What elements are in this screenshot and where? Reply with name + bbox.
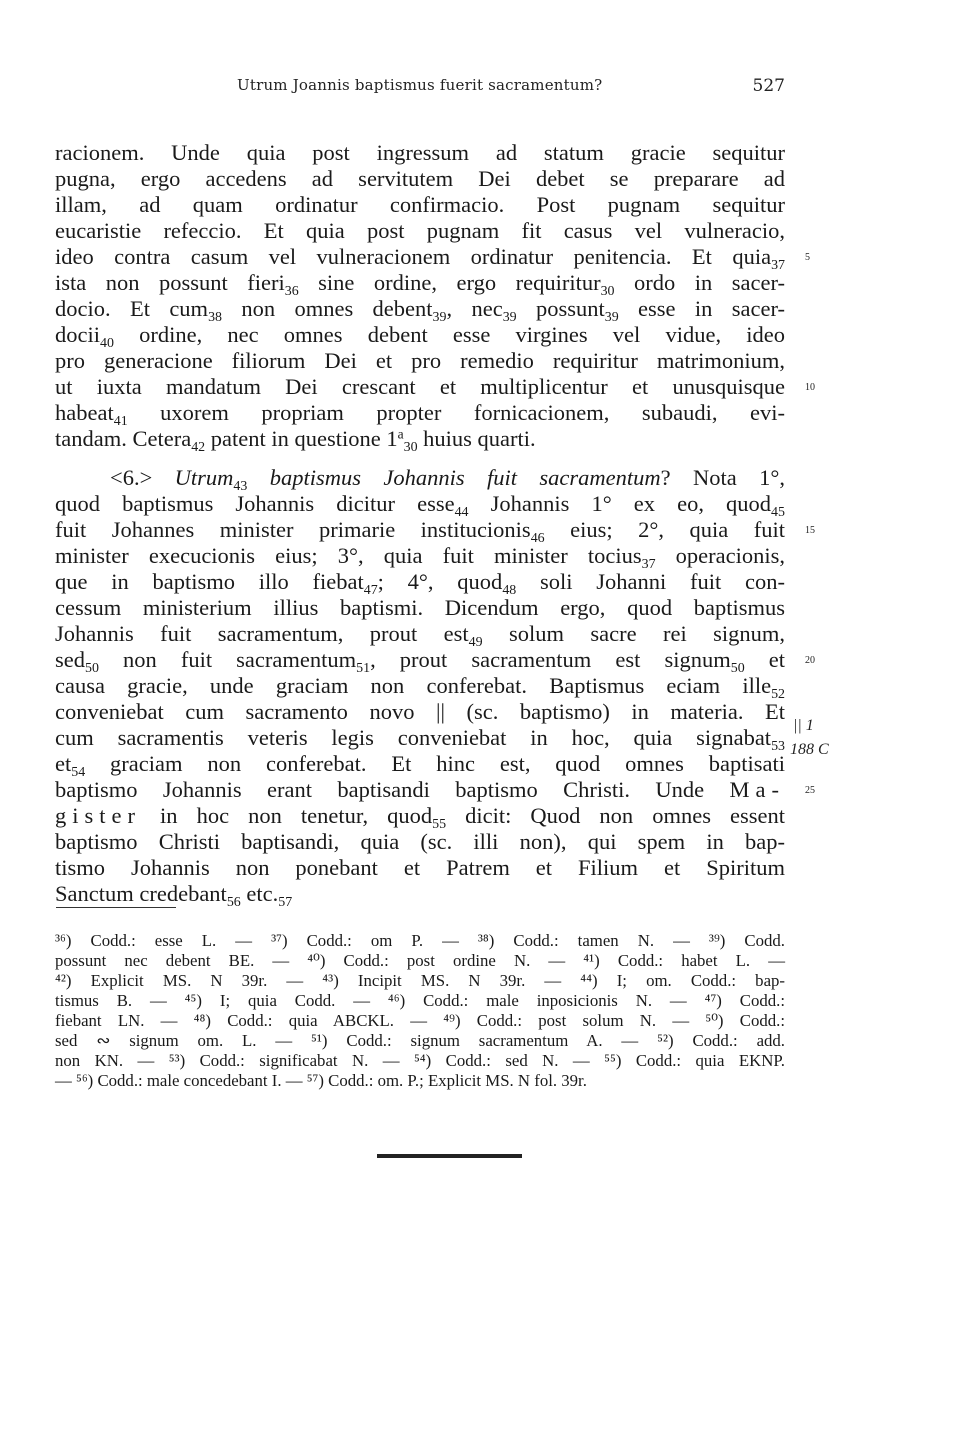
- text-line: habeat$_{41}$ uxorem propriam propter fornicacionem, subaudi, evi-: [55, 400, 785, 429]
- section-heading-line: <6.> Utrum$_{43}$ baptismus Johannis fuit sacramentum? Nota 1°,: [110, 465, 785, 494]
- running-header: [55, 76, 785, 102]
- text-line: $et_{54}$ graciam non conferebat. Et hinc est, quod omnes baptisati: [55, 751, 785, 780]
- text-line: baptismo Christi baptisandi, quia (sc. illi non), qui spem in bap-: [55, 829, 785, 854]
- text-line: conveniebat cum sacramento novo || (sc. baptismo) in materia. Et: [55, 699, 785, 724]
- text-line: ideo contra casum vel vulneracionem ordinatur penitencia. Et quia$_{37}$: [55, 244, 785, 273]
- footnote-line: tismus B. — ⁴⁵) I; quia Codd. — ⁴⁶) Codd.: male inposicionis N. — ⁴⁷) Codd.:: [55, 991, 785, 1010]
- text-line: docio. Et cum$_{38}$ non omnes debent$_{39}$, nec$_{39}$ possunt$_{39}$ esse in sacer-: [55, 296, 785, 325]
- text-line: eucaristie refeccio. Et quia post pugnam fit casus vel vulneracio,: [55, 218, 785, 243]
- line-number: 25: [805, 785, 815, 796]
- text-line: baptismo Johannis erant baptisandi baptismo Christi. Unde Ma-: [55, 777, 785, 802]
- footnote-line: fiebant LN. — ⁴⁸) Codd.: quia ABCKL. — ⁴⁹) Codd.: post solum N. — ⁵⁰) Codd.:: [55, 1011, 785, 1030]
- text-line: Johannis fuit sacramentum, prout est$_{49}$ solum sacre rei signum,: [55, 621, 785, 650]
- footnote-line: non KN. — ⁵³) Codd.: significabat N. — ⁵⁴) Codd.: sed N. — ⁵⁵) Codd.: quia EKNP.: [55, 1051, 785, 1070]
- text-line: causa gracie, unde graciam non conferebat. Baptismus eciam ille$_{52}$: [55, 673, 785, 702]
- text-line: gister in hoc non tenetur, quod$_{55}$ dicit: Quod non omnes essent: [55, 803, 785, 832]
- text-line: fuit Johannes minister primarie institucionis$_{46}$ eius; 2°, quia fuit: [55, 517, 785, 546]
- running-title: Utrum Joannis baptismus fuerit sacramentum?: [237, 76, 603, 94]
- text-line: ista non possunt fieri$_{36}$ sine ordine, ergo requiritur$_{30}$ ordo in sacer-: [55, 270, 785, 299]
- section-end-bar: [377, 1154, 522, 1158]
- footnote-rule: [56, 907, 176, 908]
- page-number: 527: [752, 76, 785, 96]
- text-line: pro generacione filiorum Dei et pro remedio requiritur matrimonium,: [55, 348, 785, 373]
- footnote-line: possunt nec debent BE. — ⁴⁰) Codd.: post ordine N. — ⁴¹) Codd.: habet L. —: [55, 951, 785, 970]
- text-line: racionem. Unde quia post ingressum ad statum gracie sequitur: [55, 140, 785, 165]
- line-number: 20: [805, 655, 815, 666]
- text-line: tismo Johannis non ponebant et Patrem et Filium et Spiritum: [55, 855, 785, 880]
- section-title: Utrum: [174, 465, 234, 490]
- text-line: Sanctum credebant$_{56}$ $etc._{57}$: [55, 881, 293, 910]
- footnote-line: ³⁶) Codd.: esse L. — ³⁷) Codd.: om P. — ³⁸) Codd.: tamen N. — ³⁹) Codd.: [55, 931, 785, 950]
- line-number: 5: [805, 252, 810, 263]
- footnote-line: ⁴²) Explicit MS. N 39r. — ⁴³) Incipit MS. N 39r. — ⁴⁴) I; om. Codd.: bap-: [55, 971, 785, 990]
- text-line: docii$_{40}$ ordine, nec omnes debent esse virgines vel vidue, ideo: [55, 322, 785, 351]
- footnote-line: — ⁵⁶) Codd.: male concedebant I. — ⁵⁷) Codd.: om. P.; Explicit MS. N fol. 39r.: [55, 1071, 587, 1090]
- line-number: 15: [805, 525, 815, 536]
- text-line: quod baptismus Johannis dicitur esse$_{44}$ Johannis 1° ex eo, quod$_{45}$: [55, 491, 785, 520]
- text-line: pugna, ergo accedens ad servitutem Dei debet se preparare ad: [55, 166, 785, 191]
- margin-folio-note: 188 C: [790, 741, 829, 758]
- line-number: 10: [805, 382, 815, 393]
- margin-folio-marker: || 1: [793, 717, 814, 734]
- text-line: minister execucionis eius; 3°, quia fuit minister tocius$_{37}$ operacionis,: [55, 543, 785, 572]
- text-line: ut iuxta mandatum Dei crescant et multiplicentur et unusquisque: [55, 374, 785, 399]
- text-line: cum sacramentis veteris legis conveniebat in hoc, quia signabat$_{53}$: [55, 725, 785, 754]
- footnote-line: sed ∾ signum om. L. — ⁵¹) Codd.: signum sacramentum A. — ⁵²) Codd.: add.: [55, 1031, 785, 1050]
- text-line: tandam. Cetera$_{42}$ patent in questione $1^a_{30}$ huius quarti.: [55, 426, 536, 455]
- text-line: cessum ministerium illius baptismi. Dicendum ergo, quod baptismus: [55, 595, 785, 620]
- text-line: sed$_{50}$ non fuit sacramentum$_{51}$, prout sacramentum est signum$_{50}$ et: [55, 647, 785, 676]
- text-line: illam, ad quam ordinatur confirmacio. Post pugnam sequitur: [55, 192, 785, 217]
- text-line: que in baptismo illo fiebat$_{47}$; 4°, quod$_{48}$ soli Johanni fuit con-: [55, 569, 785, 598]
